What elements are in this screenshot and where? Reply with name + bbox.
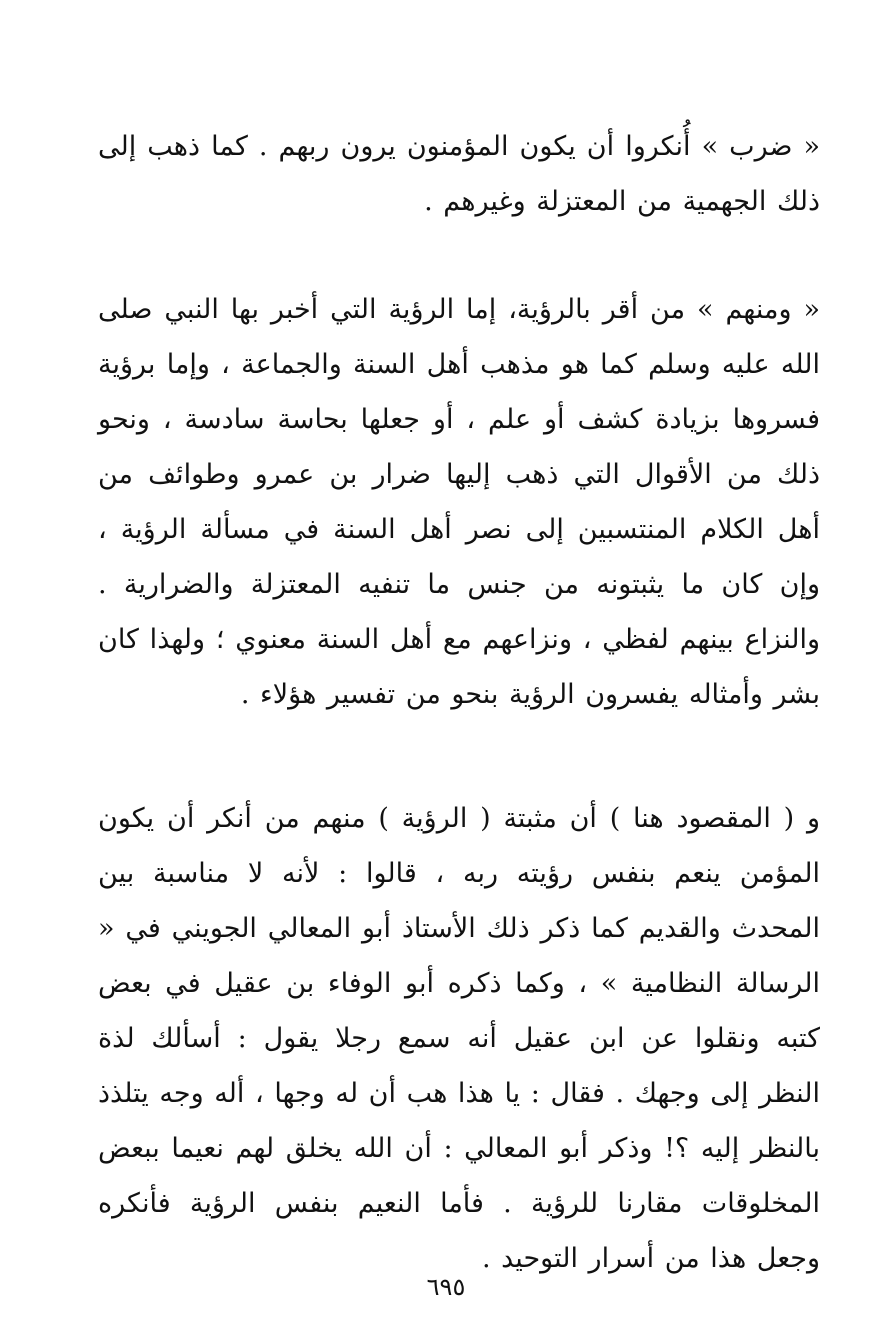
paragraph-1: « ضرب » أُنكروا أن يكون المؤمنون يرون ربهم . كما ذهب إلى ذلك الجهمية من المعتزلة وغيرهم .	[98, 131, 820, 217]
page-number: ٦٩٥	[426, 1273, 466, 1301]
paragraph-2: « ومنهم » من أقر بالرؤية، إما الرؤية التي أخبر بها النبي صلى الله عليه وسلم كما هو مذهب أهل السنة والجماعة ، وإما برؤية فسروها بزيادة كشف أو علم ، أو جعلها بحاسة سادسة ، ونحو ذلك من الأقوال التي ذهب إليها ضرار بن عمرو وطوائف من أهل الكلام المنتسبين إلى نصر أهل السنة في مسألة الرؤية ، وإن كان ما يثبتونه من جنس ما تنفيه المعتزلة والضرارية . والنزاع بينهم لفظي ، ونزاعهم مع أهل السنة معنوي ؛ ولهذا كان بشر وأمثاله يفسرون الرؤية بنحو من تفسير هؤلاء .	[98, 294, 820, 710]
paragraph-3: و ( المقصود هنا ) أن مثبتة ( الرؤية ) منهم من أنكر أن يكون المؤمن ينعم بنفس رؤيته ربه ، قالوا : لأنه لا مناسبة بين المحدث والقديم كما ذكر ذلك الأستاذ أبو المعالي الجويني في « الرسالة النظامية » ، وكما ذكره أبو الوفاء بن عقيل في بعض كتبه ونقلوا عن ابن عقيل أنه سمع رجلا يقول : أسألك لذة النظر إلى وجهك . فقال : يا هذا هب أن له وجها ، أله وجه يتلذذ بالنظر إليه ؟! وذكر أبو المعالي : أن الله يخلق لهم نعيما ببعض المخلوقات مقارنا للرؤية . فأما النعيم بنفس الرؤية فأنكره وجعل هذا من أسرار التوحيد .	[98, 803, 820, 1274]
